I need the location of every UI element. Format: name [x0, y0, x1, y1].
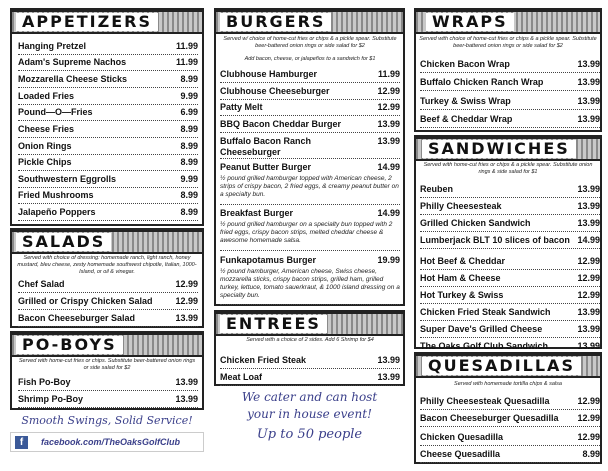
menu-item-price: 13.99 — [175, 377, 198, 387]
row-divider — [420, 197, 600, 198]
appetizers-title: APPETIZERS — [16, 13, 158, 31]
menu-item-name: Peanut Butter Burger — [220, 162, 312, 172]
menu-item-price: 8.99 — [180, 124, 198, 134]
menu-item-name: Bacon Cheeseburger Salad — [18, 313, 136, 323]
menu-item-name: Shrimp Po-Boy — [18, 394, 84, 404]
menu-item-name: Hot Ham & Cheese — [420, 273, 501, 283]
facebook-icon: f — [15, 436, 28, 449]
cater-line-2: your in house event! — [247, 407, 372, 421]
burgers-note: Served w/ choice of home-cut fries or chips & a pickle spear. Substitute beer-battered onion rings or side salad for $2 — [223, 36, 397, 49]
menu-item-price: 13.99 — [577, 184, 600, 194]
row-divider — [420, 445, 600, 446]
row-divider — [420, 462, 600, 463]
cater-line-1: We cater and can host — [241, 390, 378, 404]
cater-line-3: Up to 50 people — [256, 427, 363, 442]
menu-item-name: Cheese Quesadilla — [420, 449, 501, 459]
menu-item-price: 11.99 — [175, 57, 198, 67]
menu-item-name: Chicken Bacon Wrap — [420, 59, 510, 69]
menu-item-name: Turkey & Swiss Wrap — [420, 96, 511, 106]
salads-header — [10, 230, 204, 254]
menu-item-name: Chicken Fried Steak — [220, 355, 307, 365]
row-divider — [220, 132, 400, 133]
menu-item-price: 9.99 — [180, 91, 198, 101]
row-divider — [420, 337, 600, 338]
sandwiches-header — [414, 137, 602, 161]
menu-item-price: 13.99 — [577, 324, 600, 334]
row-divider — [220, 304, 400, 305]
menu-item-name: Meat Loaf — [220, 372, 263, 382]
menu-item-name: Super Dave's Grilled Cheese — [420, 324, 543, 334]
row-divider — [220, 385, 400, 386]
salads-title: SALADS — [16, 233, 111, 251]
menu-item-name: Funkapotamus Burger — [220, 255, 317, 265]
menu-item-name: Hot Beef & Cheddar — [420, 256, 506, 266]
menu-item-price: 8.99 — [582, 449, 600, 459]
row-divider — [18, 220, 198, 221]
menu-item-price: 12.99 — [577, 432, 600, 442]
row-divider — [420, 269, 600, 270]
menu-item-price: 11.99 — [377, 69, 400, 79]
menu-item-name: Patty Melt — [220, 102, 263, 112]
menu-item-price: 13.99 — [577, 218, 600, 228]
row-divider — [18, 154, 198, 155]
row-divider — [420, 248, 600, 249]
menu-item-name: Philly Cheesesteak Quesadilla — [420, 396, 550, 406]
menu-item-name: Fish Po-Boy — [18, 377, 71, 387]
row-divider — [18, 70, 198, 71]
menu-item-description: ½ pound hamburger, American cheese, Swiss cheese, mozzarella sticks, crispy bacon strips, grilled ham, grilled turkey, lettuce, tomato sauerkraut, & 1000 island dressing on a specialty bun. — [220, 268, 400, 299]
row-divider — [420, 426, 600, 427]
menu-item-name: Loaded Fries — [18, 91, 75, 101]
menu-item-name: Grilled or Crispy Chicken Salad — [18, 296, 153, 306]
menu-item-price: 12.99 — [577, 396, 600, 406]
menu-item-price: 13.99 — [377, 372, 400, 382]
row-divider — [18, 203, 198, 204]
quesadillas-title: QUESADILLAS — [422, 357, 581, 375]
menu-item-price: 19.99 — [377, 255, 400, 265]
row-divider — [420, 127, 600, 128]
row-divider — [18, 54, 198, 55]
poboys-header — [10, 333, 204, 357]
row-divider — [220, 82, 400, 83]
wraps-note: Served with choice of home-cut fries or chips & a pickle spear. Substitute beer-battered onion rings or side salad for $2 — [419, 36, 597, 49]
menu-item-price: 14.99 — [577, 235, 600, 245]
menu-item-price: 13.99 — [577, 77, 600, 87]
menu-item-name: Hot Turkey & Swiss — [420, 290, 504, 300]
menu-item-name: Southwestern Eggrolls — [18, 174, 117, 184]
menu-item-price: 13.99 — [377, 119, 400, 129]
menu-item-name: Philly Cheesesteak — [420, 201, 502, 211]
menu-item-price: 8.99 — [180, 207, 198, 217]
facebook-bar[interactable] — [10, 432, 204, 452]
menu-item-name: Buffalo Bacon Ranch Cheeseburger — [220, 136, 312, 157]
menu-item-price: 12.99 — [577, 413, 600, 423]
menu-item-name: Onion Rings — [18, 141, 72, 151]
menu-item-name: Pound—O—Fries — [18, 107, 93, 117]
menu-item-price: 8.99 — [180, 190, 198, 200]
menu-item-name: Bacon Cheeseburger Quesadilla — [420, 413, 559, 423]
burgers-addon: Add bacon, cheese, or jalapeños to a sandwich for $1 — [244, 56, 376, 62]
row-divider — [420, 231, 600, 232]
menu-item-name: Beef & Cheddar Wrap — [420, 114, 513, 124]
menu-item-price: 8.99 — [180, 157, 198, 167]
menu-item-price: 11.99 — [175, 41, 198, 51]
facebook-link[interactable]: facebook.com/TheOaksGolfClub — [41, 437, 181, 447]
entrees-title: ENTREES — [220, 315, 327, 333]
wraps-title: WRAPS — [426, 13, 514, 31]
menu-item-price: 13.99 — [577, 307, 600, 317]
menu-item-price: 13.99 — [377, 136, 400, 146]
menu-item-price: 13.99 — [377, 355, 400, 365]
row-divider — [18, 87, 198, 88]
row-divider — [18, 187, 198, 188]
menu-item-name: The Oaks Golf Club Sandwich — [420, 341, 549, 351]
menu-item-price: 14.99 — [377, 208, 400, 218]
menu-item-name: Chicken Quesadilla — [420, 432, 504, 442]
menu-item-name: Chicken Fried Steak Sandwich — [420, 307, 551, 317]
poboys-title: PO-BOYS — [16, 336, 123, 354]
menu-item-name: Mozzarella Cheese Sticks — [18, 74, 128, 84]
menu-item-price: 12.99 — [577, 290, 600, 300]
menu-item-price: 12.99 — [577, 273, 600, 283]
menu-item-price: 8.99 — [180, 74, 198, 84]
menu-item-description: ½ pound grilled hamburger on a specialty bun topped with 2 fried eggs, crispy bacon strips, melted cheddar cheese & awesome homemade salsa. — [220, 221, 393, 244]
menu-item-price: 13.99 — [577, 96, 600, 106]
row-divider — [18, 137, 198, 138]
row-divider — [420, 72, 600, 73]
row-divider — [420, 409, 600, 410]
row-divider — [18, 120, 198, 121]
menu-item-name: Pickle Chips — [18, 157, 72, 167]
menu-item-price: 8.99 — [180, 141, 198, 151]
menu-item-name: Clubhouse Hamburger — [220, 69, 318, 79]
menu-item-name: Lumberjack BLT 10 slices of bacon — [420, 235, 570, 245]
menu-item-name: Chef Salad — [18, 279, 65, 289]
menu-item-description: ½ pound grilled hamburger topped with American cheese, 2 strips of crispy bacon, 2 fried eggs, & creamy peanut butter on a specialty bun. — [220, 175, 399, 198]
menu-item-price: 12.99 — [175, 279, 198, 289]
menu-item-name: Buffalo Chicken Ranch Wrap — [420, 77, 544, 87]
burgers-header — [214, 10, 405, 34]
menu-item-price: 12.99 — [175, 296, 198, 306]
menu-item-price: 14.99 — [377, 162, 400, 172]
row-divider — [420, 109, 600, 110]
menu-item-price: 13.99 — [577, 201, 600, 211]
row-divider — [18, 407, 198, 408]
menu-item-price: 12.99 — [377, 102, 400, 112]
menu-item-name: Breakfast Burger — [220, 208, 294, 218]
menu-item-price: 13.99 — [577, 341, 600, 351]
menu-item-name: Cheese Fries — [18, 124, 75, 134]
menu-item-price: 6.99 — [180, 107, 198, 117]
row-divider — [220, 158, 400, 159]
menu-item-name: BBQ Bacon Cheddar Burger — [220, 119, 342, 129]
menu-item-price: 13.99 — [577, 114, 600, 124]
sandwiches-note: Served with home-cut fries or chips & a pickle spear. Substitute onion rings & side salad for $1 — [423, 162, 593, 175]
menu-item-name: Hanging Pretzel — [18, 41, 87, 51]
row-divider — [18, 390, 198, 391]
row-divider — [18, 309, 198, 310]
appetizers-header — [10, 10, 204, 34]
menu-item-name: Adam's Supreme Nachos — [18, 57, 127, 67]
menu-item-name: Clubhouse Cheeseburger — [220, 86, 330, 96]
menu-item-price: 13.99 — [175, 313, 198, 323]
menu-item-price: 13.99 — [175, 394, 198, 404]
row-divider — [18, 292, 198, 293]
row-divider — [18, 104, 198, 105]
row-divider — [18, 326, 198, 327]
row-divider — [420, 90, 600, 91]
poboys-note: Served with home-cut fries or chips. Substitute beer-battered onion rings or side salad for $2 — [18, 358, 196, 371]
row-divider — [220, 204, 400, 205]
row-divider — [220, 368, 400, 369]
menu-item-name: Grilled Chicken Sandwich — [420, 218, 531, 228]
row-divider — [18, 170, 198, 171]
menu-item-price: 12.99 — [377, 86, 400, 96]
menu-item-price: 13.99 — [577, 59, 600, 69]
row-divider — [220, 250, 400, 251]
entrees-note: Served with a choice of 2 sides. Add 6 Shrimp for $4 — [246, 337, 374, 343]
wraps-header — [414, 10, 602, 34]
row-divider — [220, 99, 400, 100]
row-divider — [420, 214, 600, 215]
row-divider — [420, 320, 600, 321]
row-divider — [420, 286, 600, 287]
quesadillas-note: Served with homemade tortilla chips & salsa — [454, 381, 562, 387]
entrees-header — [214, 312, 405, 336]
slogan: Smooth Swings, Solid Service! — [21, 414, 193, 427]
menu-item-name: Fried Mushrooms — [18, 190, 94, 200]
menu-item-name: Jalapeño Poppers — [18, 207, 96, 217]
sandwiches-title: SANDWICHES — [422, 140, 576, 158]
row-divider — [420, 303, 600, 304]
row-divider — [220, 115, 400, 116]
menu-item-price: 12.99 — [577, 256, 600, 266]
burgers-title: BURGERS — [220, 13, 331, 31]
quesadillas-header — [414, 354, 602, 378]
menu-item-name: Reuben — [420, 184, 454, 194]
salads-note: Served with choice of dressing: homemade ranch, light ranch, honey mustard, bleu cheese, zesty homemade southwest chipotle, Italian, 1000-Island, or oil & vinegar. — [17, 255, 197, 275]
menu-item-price: 9.99 — [180, 174, 198, 184]
